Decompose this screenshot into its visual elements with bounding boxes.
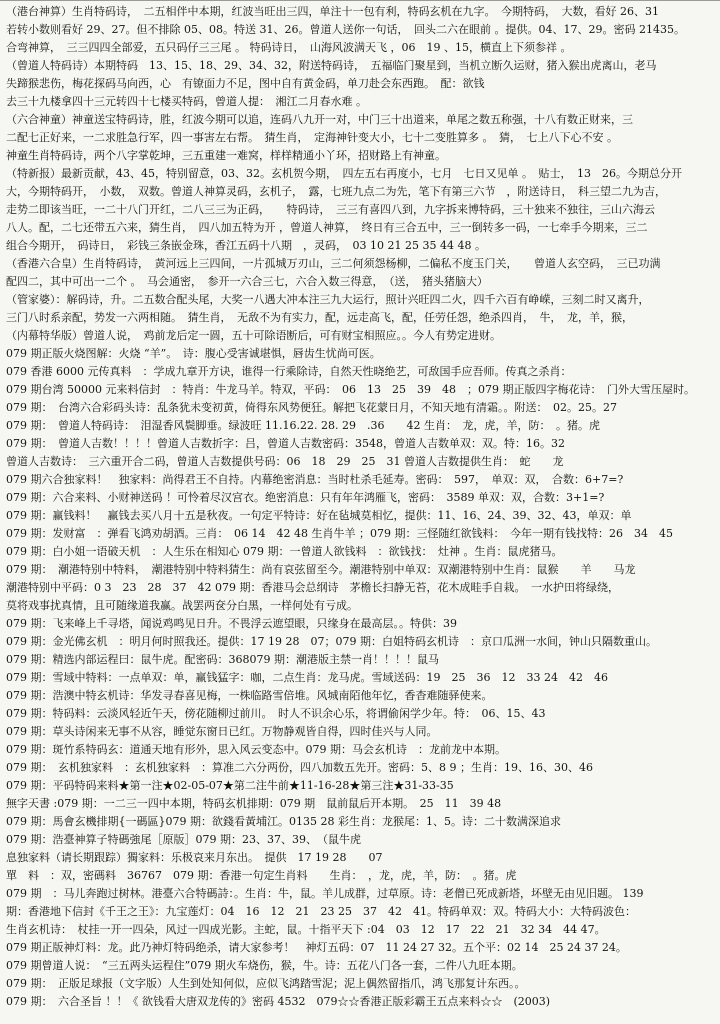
text-line: （香港六合皇）生肖特码诗， 黄河远上三四间，一片孤城万刃山，三二何须怨杨柳，二偏私不度玉门关， 曾道人玄空码， 三已功满 (6, 257, 661, 270)
text-line: （管家婆）：解码诗，升。二五数合配头尾，大奖一八遇大冲本注三九大运行，照计兴旺四二火，四千六百有峥嵘，三刻二时又离升， (6, 293, 650, 306)
text-line: 三门八时系亲配，势发一六两相随。 猜生肖， 无敌不为有实力，配，远走高飞，配，任劳任怨，绝杀四肖， 牛， 龙，羊，猴， (6, 311, 633, 324)
text-line: 079 期：草头诗闲来无事不从容，睡觉东窗日已红。万物静观皆自得，四时佳兴与人同。 (6, 725, 438, 738)
text-line: 二配七正好来，一二求胜急行军，四一事害左右帮。 猜生肖， 定海神针变大小，七十二变胜算多 。 猜， 七上八下心不安 。 (6, 131, 618, 144)
text-line: 失蹄猴悲伤，梅花探码马向西，心 有镣面力不足，图中自有黄金码，单刀赴会东西跑。 配：欲钱 (6, 77, 485, 90)
text-line: 若转小数则看好 29、27。但不排除 05、08。特送 31、26。曾道人送你一句话， 回头二六在眼前 。提供。04、17、29。密码 21435。 (6, 23, 685, 36)
text-line: 079 期： 曾道人特码诗： 泪湿香风鬓脚垂。绿波旺 11.16.22. 28. 29 .36 42 生肖： 龙，虎，羊，防： 。猪。虎 (6, 419, 600, 432)
scan-edge-line (0, 0, 720, 1)
text-line: 神童生肖特码诗，两个八字掌乾坤，三五重建一难窝，样样精通小丫环，招财路上有神童。 (6, 149, 446, 162)
text-line: 079 期曾道人说： “三五两头运程住”079 期火车烧伤，猴，牛。诗：五花八门各一套，二件八九旺本期。 (6, 959, 523, 972)
text-line: 息独家料（请长期跟踪）獨家料：乐极哀来月东出。 提供 17 19 28 07 (6, 851, 383, 864)
text-line: 079 期 ：马儿奔跑过树林。港臺六合特碼詩：。生肖：牛，鼠。羊儿成群，过草原。诗：老僧已死成新塔，坏壁无由见旧题。 139 (6, 887, 644, 900)
text-line: 079 期：白小姐一语破天机 ：人生乐在相知心 079 期：一曾道人欲钱料 ：欲钱找： 灶神 。生肖：鼠虎猪马。 (6, 545, 563, 558)
text-line: 079 期： 六合圣旨 ！！《 欲钱看大唐双龙传的》密码 4532 079☆☆香港正版彩霸王五点来料☆☆ (2003) (6, 995, 551, 1008)
text-line: 079 期：斑竹系特码玄：道通天地有形外，思入风云变态中。079 期：马会玄机诗 ：龙前龙中本期。 (6, 743, 506, 756)
text-line: 079 期：馬會玄機排期{一碼區}079 期：欲錢看黃埔江。0135 28 彩生肖：龙猴尾：1、5。诗：二十数满深追求 (6, 815, 561, 828)
text-line: 079 期正版火烧图解：火烧 “羊”。 诗：腹心受害诚堪惧，唇齿生忧尚可医。 (6, 347, 381, 360)
text-line: 配四二，其中可出一二个 。 马会通密， 参开一六合三七，六合入数三得意， （送， 猪头猪脑大） (6, 275, 488, 288)
text-line: 组合今期开， 码诗日， 彩钱三条嵌金珠，香江五码十八期 ，灵码， 03 10 21 25 35 44 48 。 (6, 239, 486, 252)
text-line: 079 期： 玄机独家料 ：玄机独家料 ：算准二六分两份，四八加数五先开。密码：5、8 9 ；生肖：19、16、30、46 (6, 761, 593, 774)
text-line: 單 料 ：双，密碼料 36767 079 期：香港一句定生肖料 生肖： ，龙，虎，羊，防： 。猪。虎 (6, 869, 517, 882)
text-line: 079 期： 曾道人吉数！！！！曾道人吉数折字：吕，曾道人吉数密码：3548，曾道人吉数单双：双。特：16。32 (6, 437, 565, 450)
text-line: 079 期：雪域中特料：一点单双：单，赢钱猛字：咖，二点生肖：龙马虎。雪域送码：19 25 36 12 33 24 42 46 (6, 671, 608, 684)
text-line: 079 期：六合来料、小财神送码 ！可怜着尽汉宫衣。绝密消息：只有年年鸿雁飞，密码： 3589 单双：双，合数：3+1=? (6, 491, 605, 504)
text-line: 079 期：特码料：云淡风轻近午天，傍花随柳过前川。 时人不识余心乐，将谓偷闲学少年。特： 06、15、43 (6, 707, 546, 720)
text-line: 期：香港地下信封《千王之王》：九宝莲灯：04 16 12 21 23 25 37 42 41。特码单双：双。特码大小：大特码波色： (6, 905, 636, 918)
text-line: 去三十九楼拿四十三元转四十七楼买特码，曾道人提： 湘江二月春水难 。 (6, 95, 367, 108)
text-line: 079 期：精选内部运程曰：鼠牛虎。配密码：368079 期：潮港版主禁一肖！！！！鼠马 (6, 653, 439, 666)
text-line: 走势二即该当旺，一二十八门开红，二八三三为正码， 特码诗， 三三有喜四八到，九字拆来博特码，三十独来不独往，三山六海云 (6, 203, 655, 216)
text-line: 079 期六合独家料！ 独家料：尚得君王不自持。内幕绝密消息：当时杜杀毛延寿。密码： 597， 单双：双， 合数：6+7=? (6, 473, 624, 486)
text-line: 079 期台湾 50000 元来料信封 ：特肖：牛龙马羊。特双，平码： 06 13 25 39 48 ；079 期正版四字梅花诗： 门外大雪压屋时。 (6, 383, 695, 396)
text-line: 079 期： 台湾六合彩码头诗：乱条犹未变初黄，倚得东风势便狂。解把飞花蒙日月，不知天地有清霜。。附送： 02。25。27 (6, 401, 617, 414)
text-line: （港台神算）生肖特码诗， 二五相伴中本期，红波当旺出三四，单注十一包有利，特码玄机在九字。 今期特码， 大数，看好 26、31 (6, 5, 659, 18)
text-line: 079 期：飞来峰上千寻塔，闻说鸡鸣见日升。不畏浮云遮望眼，只缘身在最高层。。特供：39 (6, 617, 457, 630)
text-line: 生肖玄机诗： 杖挂一开一四朵，风过一四成光影。主蛇，鼠。十指平天下 :04 03 12 17 22 21 32 34 44 47。 (6, 923, 606, 936)
text-line: （曾道人特码诗）本期特码 13、15、18、29、34、32，附送特码诗， 五福临门聚星到，当机立断久运财，猪入猴出虎离山，老马 (6, 59, 657, 72)
text-line: 潮港特别中平码：0 3 23 28 37 42 079 期：香港马会总纲诗 茅檐长扫静无苔，花木成畦手自栽。 一水护田将绿绕， (6, 581, 619, 594)
text-line: （内幕特华版）曾道人说， 鸡前龙后定一圆，五十可除语断后，可有财宝相照应。。今人有势定进财。 (6, 329, 501, 342)
text-line: 079 期： 潮港特别中特料， 潮港特别中特料猜生：尚有哀弦留至今。潮港特别中单双：双潮港特别中生肖：鼠猴 羊 马龙 (6, 563, 636, 576)
text-line: 合弯神算， 三三四四全部爱，五只码仔三三尾 。 特码诗日， 山海风波满天飞 ，06 19 、15，横直上下须参祥 。 (6, 41, 572, 54)
text-line: 大，今期特码开， 小数， 双数。曾道人神算灵码，玄机子， 露，七班九点二为先，笔下有第三六节 ，附送诗日， 科三望二九为吉， (6, 185, 666, 198)
text-line: 八人。配，二七还带五六来，猜生肖， 四八加五特为开 ，曾道人神算， 终日有三合五中，三一倒转多一码，一七牵手今期来，三二 (6, 221, 648, 234)
text-line: 曾道人吉数诗： 三六重开合二码，曾道人吉数提供号码：06 18 29 25 31 曾道人吉数提供生肖： 蛇 龙 (6, 455, 564, 468)
text-line: （特新报）最新贡献，43、45，特别留意，03、32。玄机贺今期， 四左五右再度小，七月 七日又见单 。 贴士， 13 26。今期总分开 (6, 167, 682, 180)
text-line: （六合神童）神童送宝特码诗，胜，红波今期可以追，连码八九开一对，中门三十出道来，单尾之数五称强，十八有数正财来，三 (6, 113, 633, 126)
text-line: 079 期：金光佛玄机 ：明月何时照我还。提供：17 19 28 07；079 期：白姐特码玄机诗 ：京口瓜洲一水间，钟山只隔数重山。 (6, 635, 657, 648)
text-line: 079 期：平码特码来料★第一注★02-05-07★第二注牛前★11-16-28★第三注★31-33-35 (6, 779, 454, 792)
text-line: 莫将戏事扰真情，且可随缘道我赢。战罢两奁分白黑，一样何处有亏成。 (6, 599, 358, 612)
text-line: 079 期：浩臺神算子特碼強尾［原版］079 期：23、37、39、 （鼠牛虎 (6, 833, 361, 846)
text-line: 無字天書 :079 期：一二三一四中本期，特码玄机排期：079 期 鼠前鼠后开本期。 25 11 39 48 (6, 797, 502, 810)
text-line: 079 期：赢钱料！ 赢钱去买八月十五是秋夜。一句定平特诗：好在毡城莫相忆，提供：11、16、24、39、32、43，单双：单 (6, 509, 632, 522)
text-line: 079 期：浩澳中特玄机诗：华发寻春喜见梅，一株临路雪倍堆。风城南陌他年忆，香杳难随驿使来。 (6, 689, 493, 702)
text-line: 079 期： 正版足球报（文字版）人生到处知何似，应似飞鸿踏雪泥；泥上偶然留指爪，鸿飞那复计东西。。 (6, 977, 526, 990)
text-line: 079 期正版神灯料：龙。此乃神灯特码绝杀，请大家参考！ 神灯五码：07 11 24 27 32。五个平：02 14 25 24 37 24。 (6, 941, 627, 954)
text-line: 079 期：发财富 ：弹看飞鸿劝胡酒。三肖： 06 14 42 48 生肖牛羊 ；079 期：三怪随红欲钱料： 今年一期有钱找特：26 34 45 (6, 527, 673, 540)
text-line: 079 香港 6000 元传真料 ：学成九章开方诀，谁得一行乘除诗，自然天性晓绝艺，可敌国手应吾师。传真之杀肖： (6, 365, 572, 378)
